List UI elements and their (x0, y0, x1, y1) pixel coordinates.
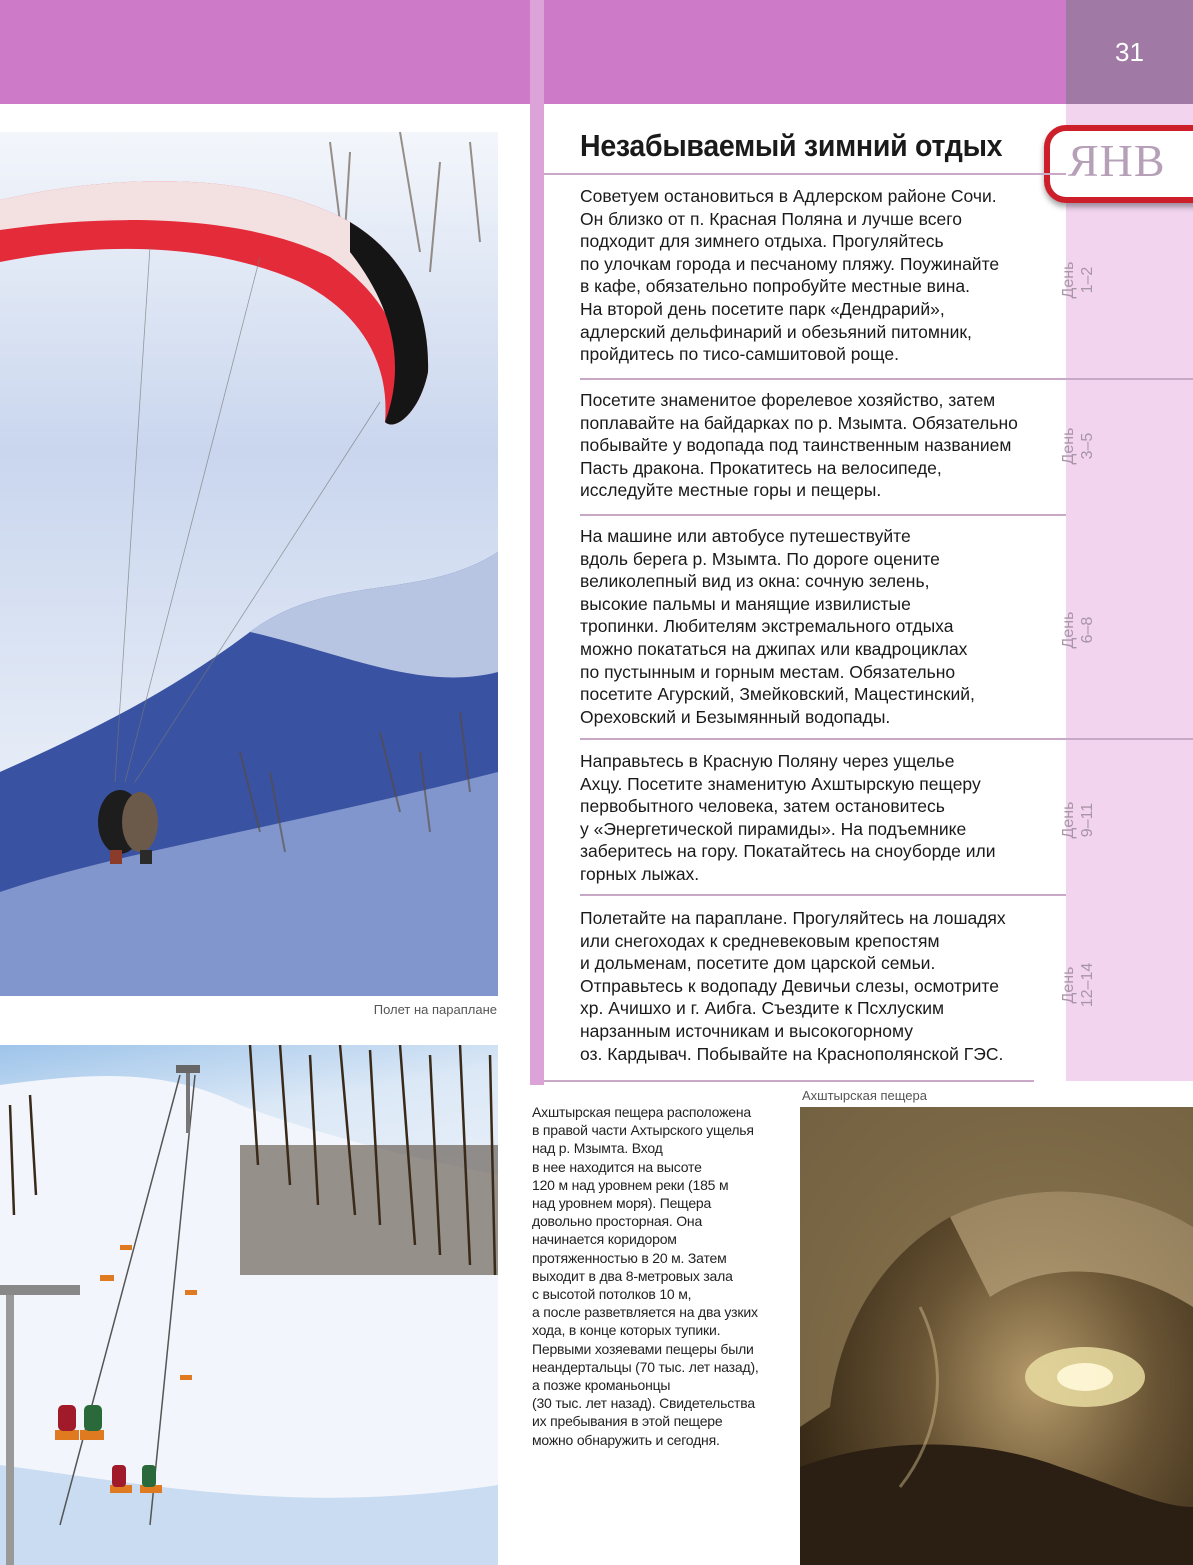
day-5-line-2: или снегоходах к средневековым крепостям (580, 930, 940, 951)
day-4-line-6: горных лыжах. (580, 863, 700, 884)
day-divider (580, 738, 1193, 740)
cave-caption: Ахштырская пещера (802, 1088, 927, 1103)
day-1-line-2: Он близко от п. Красная Поляна и лучше всего (580, 208, 962, 229)
cave-illustration (800, 1107, 1193, 1565)
day-3-line-8: посетите Агурский, Змейковский, Мацестинский, (580, 684, 975, 705)
day-divider (580, 514, 1066, 516)
day-block-2-text (580, 389, 1018, 502)
day-3-line-7: по пустынным и горным местам. Обязательно (580, 661, 956, 682)
sidebar-line: Первыми хозяевами пещеры были (532, 1340, 754, 1357)
day-1-line-4: по улочкам города и песчаному пляжу. Поужинайте (580, 253, 1000, 274)
header-bar-left (0, 0, 530, 104)
page-title: Незабываемый зимний отдых (580, 128, 1003, 163)
sidebar-line: над р. Мзымта. Вход (532, 1140, 663, 1157)
day-5-line-6: нарзанным источникам и высокогорному (580, 1020, 914, 1041)
day-1-line-6: На второй день посетите парк «Дендрарий», (580, 298, 945, 319)
heading-divider (544, 173, 1066, 175)
day-3-label-range: 6–8 (1079, 616, 1096, 644)
day-3-line-9: Ореховский и Безымянный водопады. (580, 706, 891, 727)
day-3-line-6: можно покататься на джипах или квадроциклах (580, 638, 968, 659)
cave-sidebar-text (532, 1103, 782, 1449)
day-4-line-3: первобытного человека, затем остановитесь (580, 796, 945, 817)
day-1-label (1059, 250, 1119, 310)
day-2-line-2: поплавайте на байдарках по р. Мзымта. Обязательно (580, 412, 1018, 433)
day-1-line-1: Советуем остановиться в Адлерском районе Сочи. (580, 186, 997, 206)
day-5-line-4: Отправьтесь к водопаду Девичьи слезы, осмотрите (580, 975, 999, 996)
day-5-label (1059, 955, 1119, 1015)
paragliding-illustration (0, 132, 498, 996)
day-2-label (1059, 416, 1119, 476)
day-4-line-5: заберитесь на гору. Покатайтесь на сноуборде или (580, 841, 996, 862)
sidebar-line: неандертальцы (70 тыс. лет назад), (532, 1358, 759, 1375)
ski-lift-illustration (0, 1045, 498, 1565)
day-1-label-range: 1–2 (1079, 266, 1096, 294)
day-4-label-word: День (1060, 801, 1077, 839)
day-divider (580, 894, 1066, 896)
day-4-line-2: Ахцу. Посетите знаменитую Ахштырскую пещеру (580, 773, 981, 794)
day-1-line-7: адлерский дельфинарий и обезьяний питомник, (580, 321, 972, 342)
sidebar-line: (30 тыс. лет назад). Свидетельства (532, 1395, 755, 1412)
sidebar-line: выходит в два 8-метровых зала (532, 1267, 733, 1284)
paragliding-photo (0, 132, 498, 996)
cave-photo (800, 1107, 1193, 1565)
day-3-line-2: вдоль берега р. Мзымта. По дороге оцените (580, 548, 940, 569)
day-3-label-word: День (1060, 611, 1077, 649)
day-5-label-range: 12–14 (1079, 962, 1096, 1008)
sidebar-line: начинается коридором (532, 1231, 677, 1248)
sidebar-line: а после разветвляется на два узких (532, 1304, 758, 1321)
day-block-1-text (580, 185, 999, 366)
sidebar-line: хода, в конце которых тупики. (532, 1322, 721, 1339)
day-5-line-1: Полетайте на параплане. Прогуляйтесь на лошадях (580, 908, 1006, 928)
sidebar-line: их пребывания в этой пещере (532, 1413, 723, 1430)
day-4-line-1: Направьтесь в Красную Поляну через ущелье (580, 751, 955, 771)
day-4-line-4: у «Энергетической пирамиды». На подъемнике (580, 818, 967, 839)
day-2-label-range: 3–5 (1079, 432, 1096, 460)
sidebar-line: можно обнаружить и сегодня. (532, 1431, 720, 1448)
day-4-label-range: 9–11 (1079, 802, 1096, 838)
day-5-line-3: и дольменам, посетите дом царской семьи. (580, 953, 936, 974)
day-2-line-5: исследуйте местные горы и пещеры. (580, 480, 882, 501)
day-3-label (1059, 600, 1119, 660)
month-tab-label: ЯНВ (1068, 135, 1166, 186)
paragliding-caption: Полет на параплане (373, 1002, 497, 1017)
day-5-label-word: День (1060, 966, 1077, 1004)
day-3-line-1: На машине или автобусе путешествуйте (580, 526, 911, 546)
column-divider-bar (530, 0, 544, 1085)
header-bar-right (544, 0, 1066, 104)
sidebar-line: довольно просторная. Она (532, 1213, 703, 1230)
day-2-label-word: День (1060, 427, 1077, 465)
day-block-5-text (580, 907, 1006, 1065)
day-5-line-5: хр. Ачишхо и г. Аибга. Съездите к Псхлуским (580, 998, 945, 1019)
day-5-line-7: оз. Кардывач. Побывайте на Краснополянской ГЭС. (580, 1043, 1004, 1064)
sidebar-line: протяженностью в 20 м. Затем (532, 1249, 727, 1266)
sidebar-line: в правой части Ахтырского ущелья (532, 1122, 754, 1139)
day-3-line-4: высокие пальмы и манящие извилистые (580, 593, 911, 614)
day-2-line-1: Посетите знаменитое форелевое хозяйство, затем (580, 390, 996, 410)
day-4-label (1059, 790, 1119, 850)
day-1-line-8: пройдитесь по тисо-самшитовой роще. (580, 344, 899, 365)
day-3-line-5: тропинки. Любителям экстремального отдыха (580, 616, 954, 637)
sidebar-line: 120 м над уровнем реки (185 м (532, 1176, 729, 1193)
day-divider (580, 378, 1193, 380)
ski-lift-photo (0, 1045, 498, 1565)
day-2-line-3: побывайте у водопада под таинственным названием (580, 435, 1012, 456)
day-block-3-text (580, 525, 975, 728)
day-block-4-text (580, 750, 995, 886)
sidebar-line: Ахштырская пещера расположена (532, 1104, 751, 1120)
day-1-label-word: День (1060, 261, 1077, 299)
sidebar-line: а позже кроманьонцы (532, 1377, 671, 1394)
day-1-line-3: подходит для зимнего отдыха. Прогуляйтесь (580, 231, 944, 252)
day-3-line-3: великолепный вид из окна: сочную зелень, (580, 571, 930, 592)
sidebar-line: над уровнем моря). Пещера (532, 1195, 712, 1212)
day-1-line-5: в кафе, обязательно попробуйте местные вина. (580, 276, 970, 297)
sidebar-line: с высотой потолков 10 м, (532, 1286, 692, 1303)
page-number: 31 (1066, 0, 1193, 104)
day-divider (544, 1080, 1034, 1082)
day-2-line-4: Пасть дракона. Прокатитесь на велосипеде, (580, 457, 942, 478)
sidebar-line: в нее находится на высоте (532, 1158, 702, 1175)
